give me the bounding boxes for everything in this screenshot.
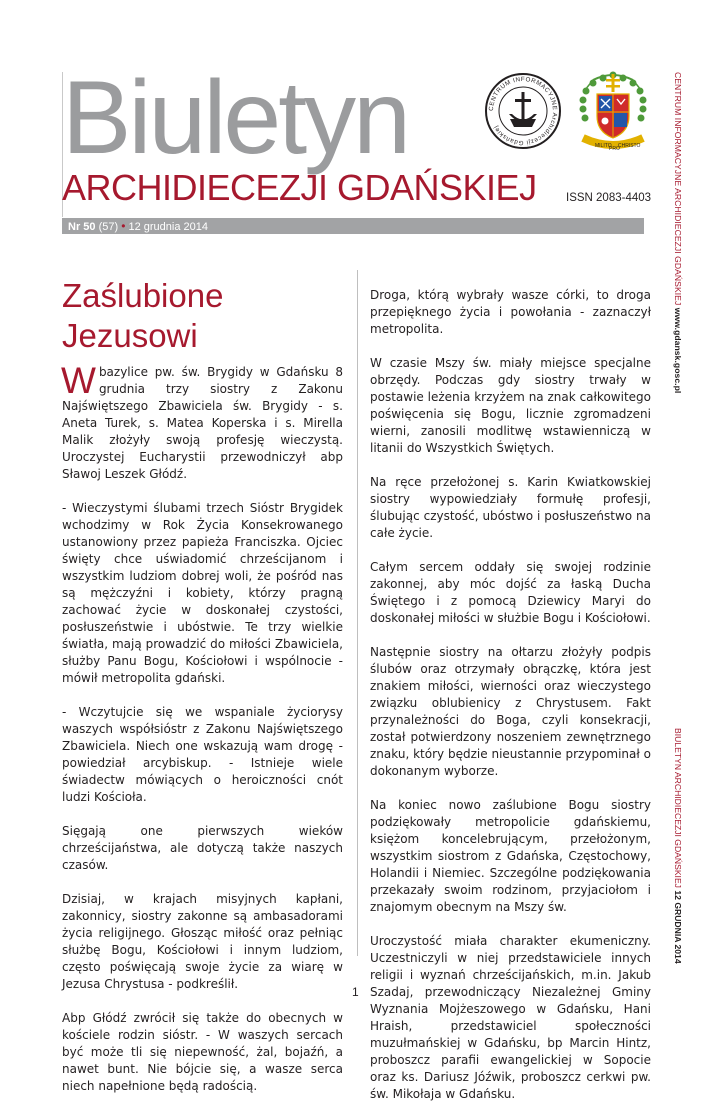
drop-cap: W xyxy=(61,360,96,401)
article-paragraph: Na koniec nowo zaślubione Bogu siostry podziękowały metropolicie gdańskiemu, księżom koncelebrującym, przełożonym, wszystkim siostrom z Gdańska, Częstochowy, Holandii i Niemiec. Szczególne podziękowania przekazały swoim rodzinom, przyjaciołom i znajomym obecnym na Mszy św. xyxy=(370,798,651,914)
issue-sub-number: (57) xyxy=(98,221,119,233)
article-paragraph: - Wczytujcie się we wspaniale życiorysy waszych współsióstr z Zakonu Najświętszego Zbawiciela. Niech one wskazują wam drogę - powiedział arcybiskup. - Istnieje wiele świadectw mówiących o heroiczności cnót ludzi Kościoła. xyxy=(62,705,343,804)
article-paragraph: Całym sercem oddały się swojej rodzinie zakonnej, aby móc dojść za łaską Ducha Świętego i z pomocą Dziewicy Maryi do doskonałej miłości w służbie Bogu i Kościołowi. xyxy=(370,560,651,625)
centrum-informacyjne-logo xyxy=(484,72,562,150)
side-label-top xyxy=(672,72,684,402)
issue-number: Nr 50 xyxy=(68,221,96,233)
issue-bar xyxy=(62,218,644,234)
side-label-bottom xyxy=(672,728,684,978)
article-paragraph: Następnie siostry na ołtarzu złożyły podpis ślubów oraz otrzymały obrączkę, która jest znakiem miłości, wierności oraz wieczystego związku oblubienicy z Chrystusem. Fakt przynależności do Boga, czyli konsekracji, został potwierdzony noszeniem zewnętrznego znaku, który będzie nieustannie przypominał o dokonanym wyborze. xyxy=(370,645,651,778)
anchor-cross-icon xyxy=(509,92,537,127)
page-number: 1 xyxy=(352,985,359,999)
motto-left: MILITO xyxy=(595,143,612,149)
side-date: 12 GRUDNIA 2014 xyxy=(673,890,683,964)
coat-of-arms-icon xyxy=(575,66,651,156)
side-bulletin-name: BIULETYN ARCHIDIECEZJI GDAŃSKIEJ xyxy=(673,728,683,888)
issn-number: ISSN 2083-4403 xyxy=(566,192,652,204)
issue-date: 12 grudnia 2014 xyxy=(128,221,208,233)
article-paragraph: Na ręce przełożonej s. Karin Kwiatkowskiej siostry wypowiedziały formułę profesji, ślubując czystość, ubóstwo i posłuszeństwo na całe życie. xyxy=(370,475,651,540)
side-url[interactable]: www.gdansk.gosc.pl xyxy=(673,307,683,394)
article-paragraph: Dzisiaj, w krajach misyjnych kapłani, zakonnicy, siostry zakonne są ambasadorami życia religijnego. Głosząc miłość oraz pełniąc służbę Bogu, Kościołowi i innym ludziom, często poświęcają swoje życie za wiarę w Jezusa Chrystusa - podkreślił. xyxy=(62,892,343,991)
article-column-right xyxy=(370,287,651,1120)
article-paragraph: Wbazylice pw. św. Brygidy w Gdańsku 8 grudnia trzy siostry z Zakonu Najświętszego Zbawiciela św. Brygidy - s. Aneta Turek, s. Matea Koperska i s. Mirella Malik złożyły swoją profesję wieczystą. Uroczystej Eucharystii przewodniczył abp Sławoj Leszek Głódź. xyxy=(61,360,343,481)
logo-ring-text: CENTRUM INFORMACYJNE Archidiecezji Gdańskiej xyxy=(487,75,559,147)
column-divider xyxy=(357,270,358,956)
article-paragraph: Sięgają one pierwszych wieków chrześcijaństwa, ale dotyczą także naszych czasów. xyxy=(62,824,343,872)
motto-mid: PRO xyxy=(609,146,620,152)
issue-separator-dot: • xyxy=(121,219,126,233)
article-headline: Zaślubione Jezusowi xyxy=(62,277,224,354)
article-paragraph: W czasie Mszy św. miały miejsce specjalne obrzędy. Podczas gdy siostry trwały w postawie leżenia krzyżem na znak całkowitego poświęcenia się Bogu, licznie zgromadzeni wierni, zanosili modlitwę wstawienniczą w litanii do Wszystkich Świętych. xyxy=(370,356,651,455)
side-org-name: CENTRUM INFORMACYJNE ARCHIDIECEZJI GDAŃSKIEJ xyxy=(673,72,683,306)
motto-right: CHRISTO xyxy=(618,143,641,149)
article-paragraph: - Wieczystymi ślubami trzech Sióstr Brygidek wchodzimy w Rok Życia Konsekrowanego ustanowiony przez papieża Franciszka. Ojciec święty chce uświadomić chrześcijanom i wszystkim ludziom dobrej woli, że pośród nas są mężczyźni i kobiety, którzy pragną zachować życie w doskonałej czystości, posłuszeństwie i ubóstwie. Te trzy wielkie światła, mają prowadzić do miłości Zbawiciela, służby Panu Bogu, Kościołowi i wspólnocie - mówił metropolita gdański. xyxy=(62,501,343,685)
article-paragraph: Uroczystość miała charakter ekumeniczny. Uczestniczyli w niej przedstawiciele innych religii i wyznań chrześcijańskich, m.in. Jakub Szadaj, przewodniczący Niezależnej Gminy Wyznania Mojżeszowego w Gdańsku, Hani Hraish, przedstawiciel społeczności muzułmańskiej w Gdańsku, bp Marcin Hintz, proboszcz parafii ewangelickiej w Sopocie oraz ks. Dariusz Jóźwik, proboszcz cerkwi pw. św. Mikołaja w Gdańsku. xyxy=(370,934,651,1101)
article-paragraph: Abp Głódź zwrócił się także do obecnych w kościele rodzin sióstr. - W waszych sercach być może tli się niepewność, żal, bojaźń, a nawet bunt. Nie bójcie się, a wasze serca niech napełnione będą radością. xyxy=(62,1011,343,1093)
article-paragraph: Droga, którą wybrały wasze córki, to droga przepięknego życia i powołania - zaznaczył metropolita. xyxy=(370,288,651,336)
masthead-subtitle: ARCHIDIECEZJI GDAŃSKIEJ xyxy=(62,167,537,208)
article-column-left xyxy=(61,360,343,1112)
masthead-title: Biuletyn xyxy=(62,60,408,176)
